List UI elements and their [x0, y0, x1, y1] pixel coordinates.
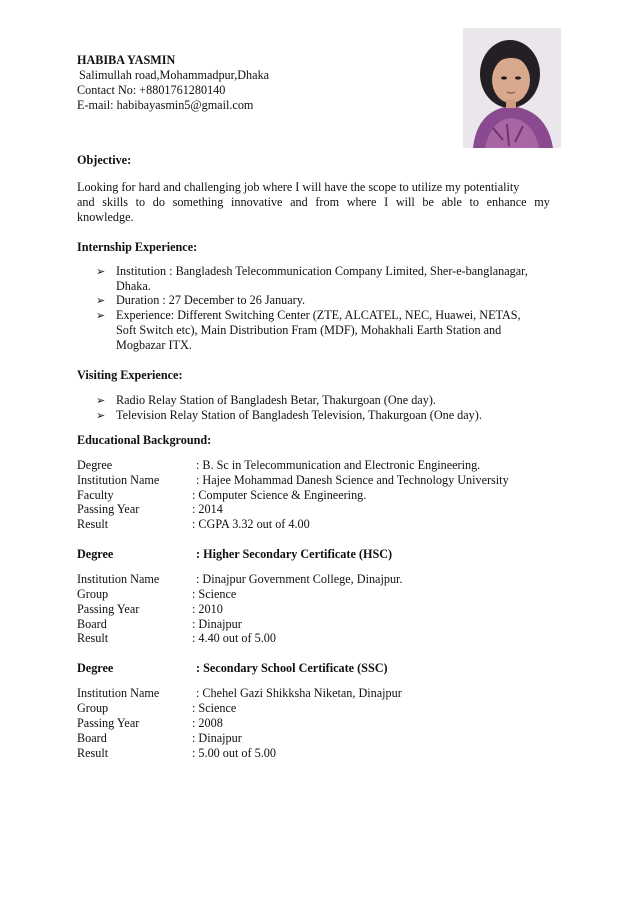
internship-institution-cont: Dhaka.	[116, 279, 151, 293]
bsc-institution-label: Institution Name	[77, 473, 160, 487]
bsc-result-label: Result	[77, 517, 109, 531]
hsc-passing-year-label: Passing Year	[77, 602, 140, 616]
hsc-board-label: Board	[77, 617, 107, 631]
hsc-degree-label: Degree	[77, 547, 114, 561]
hsc-passing-year-value: : 2010	[192, 602, 223, 616]
internship-experience: Experience: Different Switching Center (ZTE, ALCATEL, NEC, Huawei, NETAS,	[116, 308, 521, 322]
bullet-icon: ➢	[96, 266, 106, 278]
objective-heading: Objective:	[77, 153, 132, 167]
bsc-passing-year-label: Passing Year	[77, 502, 140, 516]
ssc-board-value: : Dinajpur	[192, 731, 242, 745]
ssc-institution-label: Institution Name	[77, 686, 160, 700]
bsc-passing-year-value: : 2014	[192, 502, 223, 516]
objective-line-2: and skills to do something innovative and from where I will be able to enhance my	[77, 195, 550, 209]
hsc-group-value: : Science	[192, 587, 237, 601]
ssc-result-label: Result	[77, 746, 109, 760]
profile-photo	[463, 28, 561, 148]
email: E-mail: habibayasmin5@gmail.com	[77, 98, 254, 112]
objective-line-1: Looking for hard and challenging job where I will have the scope to utilize my potentiality	[77, 180, 520, 194]
ssc-board-label: Board	[77, 731, 107, 745]
bullet-icon: ➢	[96, 395, 106, 407]
hsc-institution-value: : Dinajpur Government College, Dinajpur.	[196, 572, 403, 586]
bsc-faculty-label: Faculty	[77, 488, 114, 502]
ssc-result-value: : 5.00 out of 5.00	[192, 746, 276, 760]
visiting-heading: Visiting Experience:	[77, 368, 183, 382]
bsc-degree-label: Degree	[77, 458, 113, 472]
bsc-degree-value: : B. Sc in Telecommunication and Electronic Engineering.	[196, 458, 481, 472]
ssc-institution-value: : Chehel Gazi Shikksha Niketan, Dinajpur	[196, 686, 402, 700]
bsc-institution-value: : Hajee Mohammad Danesh Science and Technology University	[196, 473, 509, 487]
hsc-group-label: Group	[77, 587, 109, 601]
candidate-name: HABIBA YASMIN	[77, 53, 176, 67]
ssc-passing-year-value: : 2008	[192, 716, 223, 730]
internship-duration: Duration : 27 December to 26 January.	[116, 293, 306, 307]
ssc-degree-label: Degree	[77, 661, 114, 675]
hsc-result-label: Result	[77, 631, 109, 645]
bsc-result-value: : CGPA 3.32 out of 4.00	[192, 517, 310, 531]
ssc-group-label: Group	[77, 701, 109, 715]
ssc-group-value: : Science	[192, 701, 237, 715]
internship-heading: Internship Experience:	[77, 240, 198, 254]
internship-institution: Institution : Bangladesh Telecommunication Company Limited, Sher-e-banglanagar,	[116, 264, 528, 278]
visiting-item-2: Television Relay Station of Bangladesh Television, Thakurgoan (One day).	[116, 408, 482, 422]
contact-number: Contact No: +8801761280140	[77, 83, 226, 97]
bullet-icon: ➢	[96, 410, 106, 422]
bsc-faculty-value: : Computer Science & Engineering.	[192, 488, 367, 502]
hsc-result-value: : 4.40 out of 5.00	[192, 631, 276, 645]
address: Salimullah road,Mohammadpur,Dhaka	[79, 68, 270, 82]
objective-line-3: knowledge.	[77, 210, 134, 224]
internship-experience-cont-2: Mogbazar ITX.	[116, 338, 192, 352]
ssc-passing-year-label: Passing Year	[77, 716, 140, 730]
education-heading: Educational Background:	[77, 433, 212, 447]
bullet-icon: ➢	[96, 295, 106, 307]
hsc-degree-value: : Higher Secondary Certificate (HSC)	[196, 547, 393, 561]
hsc-institution-label: Institution Name	[77, 572, 160, 586]
visiting-item-1: Radio Relay Station of Bangladesh Betar, Thakurgoan (One day).	[116, 393, 436, 407]
hsc-board-value: : Dinajpur	[192, 617, 242, 631]
bullet-icon: ➢	[96, 310, 106, 322]
internship-experience-cont-1: Soft Switch etc), Main Distribution Fram (MDF), Mohakhali Earth Station and	[116, 323, 502, 337]
ssc-degree-value: : Secondary School Certificate (SSC)	[196, 661, 388, 675]
